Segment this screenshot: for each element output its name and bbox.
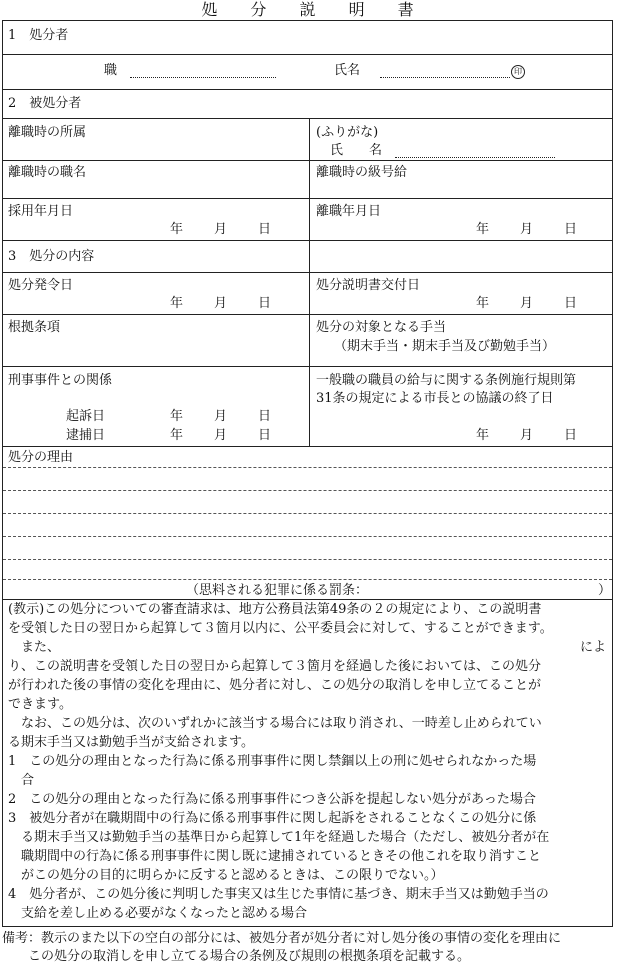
seal-icon: 印 [511,65,525,79]
instruction-line: 3 被処分者が在職期間中の行為に係る刑事事件に関し起訴をされることなくこの処分に係 [8,811,537,826]
rule [2,240,613,241]
rule [2,272,613,273]
dashed-line [3,467,612,468]
label-riyu: 処分の理由 [8,450,74,465]
label-kyogi-line1: 一般職の職員の給与に関する条例施行規則第 [316,373,577,388]
date-day: 日 [258,296,272,311]
date-month: 月 [520,296,534,311]
rule [2,446,613,447]
date-day: 日 [258,409,272,424]
dashed-line [3,559,612,560]
label-kyugo: 離職時の級号給 [316,165,408,180]
date-day: 日 [258,428,272,443]
dashed-line [3,536,612,537]
instruction-line: る期末手当又は勤勉手当の基準日から起算して1年を経過した場合（ただし、被処分者が在 [8,830,550,845]
date-month: 月 [214,296,228,311]
label-keiji: 刑事事件との関係 [8,373,113,388]
remarks-line-1: 備考：教示のまた以下の空白の部分には、被処分者が処分者に対し処分後の事情の変化を理由に [2,931,562,946]
label-hishobunsha-shimei: 氏 名 [330,143,383,158]
label-shokumei: 離職時の職名 [8,165,87,180]
instruction-line: り、この説明書を受領した日の翌日から起算して３箇月を経過した後においては、この処分 [8,659,542,674]
instruction-line: できます。 [8,697,72,712]
instruction-line: 支給を差し止める必要がなくなったと認める場合 [8,906,308,921]
rule [2,314,613,315]
instruction-line: る期末手当又は勤勉手当が支給されます。 [8,735,254,750]
rule [2,198,613,199]
date-year: 年 [476,222,490,237]
date-day: 日 [564,222,578,237]
shimei-field[interactable] [380,77,510,78]
remarks-line-2: この処分の取消しを申し立てる場合の条例及び規則の根拠条項を記載する。 [2,949,471,964]
date-day: 日 [564,296,578,311]
section-2-heading: 2 被処分者 [8,96,82,111]
instruction-line: 1 この処分の理由となった行為に係る刑事事件に関し禁錮以上の刑に処せられなかった場 [8,754,537,769]
label-shimei: 氏名 [334,63,361,78]
instruction-line: 職期間中の行為に係る刑事事件に関し既に逮捕されているときその他これを取り消すこと [8,849,542,864]
section-1-heading: 1 処分者 [8,28,69,43]
label-bakkin: （思料される犯罪に係る罰条： [186,583,369,598]
document-title: 処 分 説 明 書 [201,0,428,19]
instruction-line: がこの処分の目的に明らかに反すると認めるときは、この限りでない。） [8,868,444,883]
date-month: 月 [214,222,228,237]
date-year: 年 [170,296,184,311]
instruction-line: (教示)この処分についての審査請求は、地方公務員法第49条の２の規定により、この説明書 [8,602,542,617]
label-kyogi-line2: 31条の規定による市長との協議の終了日 [316,391,554,406]
label-kiso: 起訴日 [66,409,106,424]
section-3-heading: 3 処分の内容 [8,249,95,264]
label-taisho-sub: （期末手当・期末手当及び勤勉手当） [334,339,556,354]
dashed-line [3,490,612,491]
instruction-line: なお、この処分は、次のいずれかに該当する場合には取り消され、一時差し止められてい [8,716,542,731]
label-rishoku: 離職年月日 [316,204,382,219]
label-hatsurei: 処分発令日 [8,278,74,293]
instruction-line: 2 この処分の理由となった行為に係る刑事事件につき公訴を提起しない処分があった場合 [8,792,536,807]
label-shoku: 職 [104,63,118,78]
instruction-niyo: によ [580,640,607,655]
rule [2,366,613,367]
hishobunsha-name-field[interactable] [395,157,555,158]
label-furigana: (ふりがな) [316,125,379,140]
label-shozoku: 離職時の所属 [8,125,87,140]
date-year: 年 [170,428,184,443]
dashed-line [3,579,612,580]
label-konkyo: 根拠条項 [8,320,61,335]
date-year: 年 [476,428,490,443]
rule [2,54,613,55]
shoku-field[interactable] [130,77,276,78]
label-kofu: 処分説明書交付日 [316,278,421,293]
date-year: 年 [170,222,184,237]
label-bakkin-close: ） [598,583,612,598]
date-day: 日 [258,222,272,237]
date-month: 月 [520,428,534,443]
date-month: 月 [214,428,228,443]
date-month: 月 [520,222,534,237]
seal-mark [511,62,525,80]
column-divider [309,118,310,446]
date-year: 年 [476,296,490,311]
date-day: 日 [564,428,578,443]
label-taisho: 処分の対象となる手当 [316,320,447,335]
date-year: 年 [170,409,184,424]
label-taiho: 逮捕日 [66,428,106,443]
instruction-line: を受領した日の翌日から起算して３箇月以内に、公平委員会に対して、することができます。 [8,621,553,636]
instruction-block [8,600,608,923]
rule [2,89,613,90]
dashed-line [3,513,612,514]
instruction-line: が行われた後の事情の変化を理由に、処分者に対し、この処分の取消しを申し立てることが [8,678,542,693]
instruction-line: また、 [8,640,61,655]
instruction-line: 合 [8,773,35,788]
rule [2,160,613,161]
date-month: 月 [214,409,228,424]
instruction-line: 4 処分者が、この処分後に判明した事実又は生じた事情に基づき、期末手当又は勤勉手当の [8,887,549,902]
label-saiyo: 採用年月日 [8,204,74,219]
rule [2,118,613,119]
